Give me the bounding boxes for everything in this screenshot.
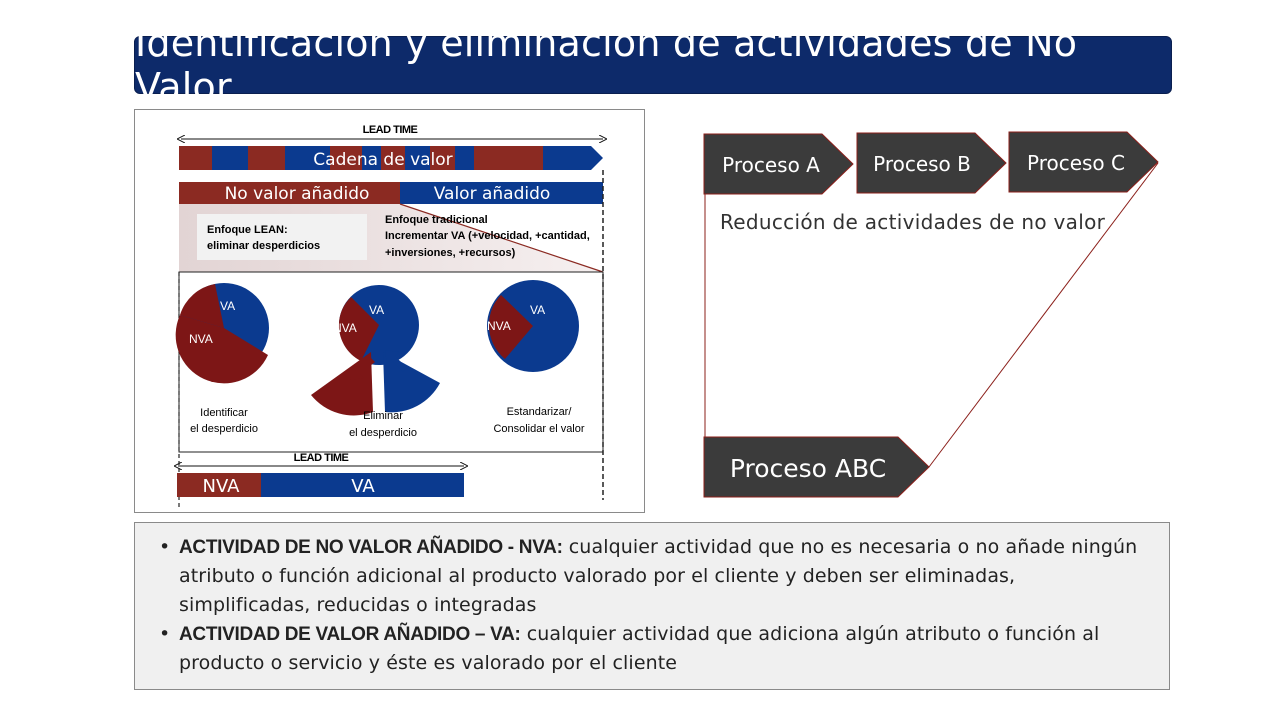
definition-va: [159, 620, 1149, 678]
definition-va-text: cualquier actividad que adiciona algún atributo o función al producto o servicio y éste es valorado por el cliente: [179, 623, 1100, 674]
pie3-va: VA: [530, 303, 546, 317]
definitions-box: [134, 522, 1170, 690]
step2-line1: Eliminar: [363, 410, 403, 422]
step3-line1: Estandarizar/: [506, 406, 572, 418]
step3-line2: Consolidar el valor: [493, 423, 585, 435]
trad-line2: Incrementar VA (+velocidad, +cantidad,: [385, 230, 590, 242]
trad-line3: +inversiones, +recursos): [385, 247, 516, 259]
step1-line2: el desperdicio: [190, 423, 258, 435]
process-a-label: Proceso A: [722, 153, 820, 177]
bottom-va-label: VA: [351, 476, 375, 497]
trad-line1: Enfoque tradicional: [385, 214, 488, 226]
pie2-va: VA: [369, 303, 385, 317]
lead-time-bottom-label: LEAD TIME: [293, 452, 349, 464]
bottom-nva-label: NVA: [202, 476, 240, 497]
reduction-note: Reducción de actividades de no valor: [720, 210, 1106, 234]
pie2-nva: NVA: [333, 321, 357, 335]
process-c-label: Proceso C: [1026, 151, 1126, 175]
definition-nva-term: ACTIVIDAD DE NO VALOR AÑADIDO - NVA:: [179, 537, 563, 558]
definition-nva: [159, 533, 1149, 620]
page-title: Identificación y eliminación de actividades de No Valor: [135, 21, 1078, 109]
definition-nva-text: cualquier actividad que no es necesaria o no añade ningún atributo o función adicional al producto valorado por el cliente y deben ser eliminadas, simplificadas, reducidas o integradas: [179, 536, 1138, 616]
pie1-nva: NVA: [189, 332, 213, 346]
nva-bar-label: No valor añadido: [224, 184, 370, 204]
process-b-label: Proceso B: [873, 152, 971, 176]
step2-line2: el desperdicio: [349, 427, 417, 439]
connector-right: [929, 163, 1158, 467]
pie3-nva: NVA: [487, 319, 511, 333]
va-bar-label: Valor añadido: [433, 184, 551, 204]
process-abc-label: Proceso ABC: [729, 454, 887, 483]
lean-line1: Enfoque LEAN:: [207, 224, 288, 236]
value-chain-label: Cadena de valor: [313, 150, 453, 170]
pie1-va: VA: [220, 299, 236, 313]
definition-va-term: ACTIVIDAD DE VALOR AÑADIDO – VA:: [179, 624, 521, 645]
lead-time-top-label: LEAD TIME: [362, 124, 418, 136]
lean-line2: eliminar desperdicios: [207, 240, 321, 252]
step1-line1: Identificar: [200, 407, 248, 419]
definitions-list: [159, 533, 1149, 678]
